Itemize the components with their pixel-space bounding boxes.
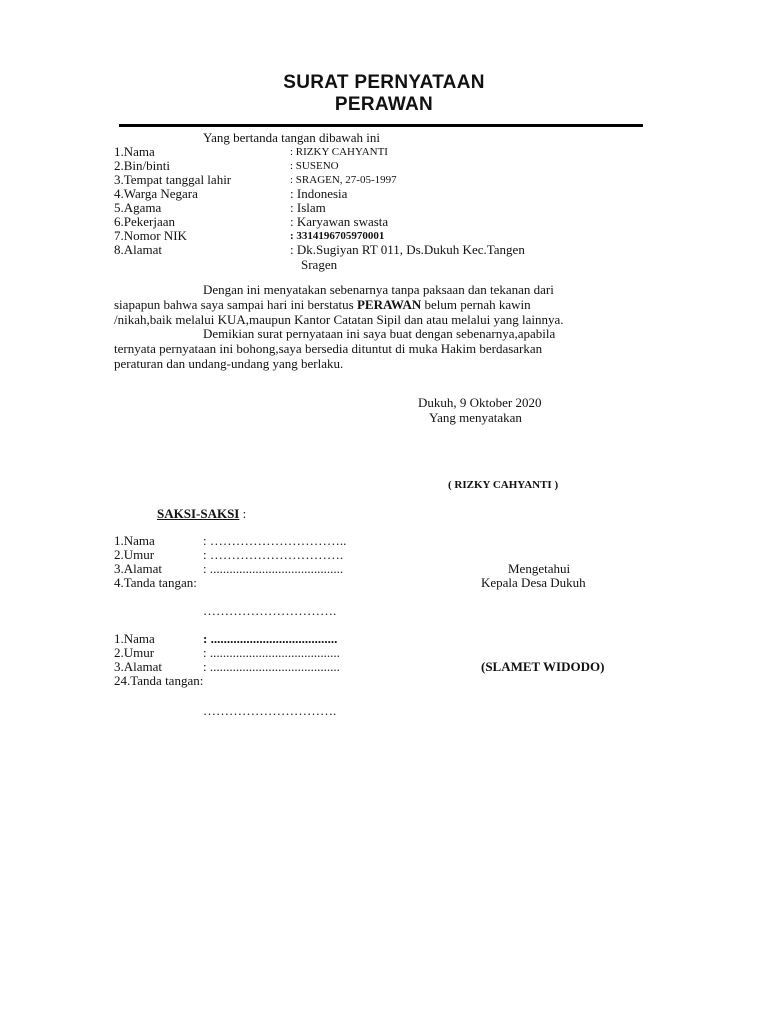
witness1-label: 4.Tanda tangan: [114,575,197,590]
body-text: belum pernah kawin [421,297,531,312]
witness2-value: : ....................................... [203,631,338,646]
witnesses-heading [157,506,246,522]
field-label: 5.Agama [114,200,162,215]
field-value: : Islam [290,200,326,215]
witness1-value: : ………………………….. [203,533,347,548]
approval-name: (SLAMET WIDODO) [481,659,605,674]
witness1-label: 1.Nama [114,533,155,548]
field-label: 1.Nama [114,144,155,159]
field-label: 2.Bin/binti [114,158,170,173]
field-value: : RIZKY CAHYANTI [290,146,388,158]
body-line: Dengan ini menyatakan sebenarnya tanpa paksaan dan tekanan dari [203,282,554,297]
body-line: /nikah,baik melalui KUA,maupun Kantor Catatan Sipil dan atau melalui yang lainnya. [114,312,564,327]
witness1-label: 3.Alamat [114,561,163,576]
witness2-label: 3.Alamat [114,659,163,674]
document-title-line2: PERAWAN [334,94,434,115]
field-value: : Indonesia [290,186,348,201]
title-divider [119,124,643,127]
witness2-value: : ........................................ [203,645,340,660]
declarer-name: ( RIZKY CAHYANTI ) [448,479,559,491]
field-value: : SUSENO [290,160,339,172]
place-date: Dukuh, 9 Oktober 2020 [418,395,542,410]
approval-label: Mengetahui [508,561,571,576]
field-value: : Dk.Sugiyan RT 011, Ds.Dukuh Kec.Tangen [290,242,525,257]
witness1-label: 2.Umur [114,547,155,562]
witness1-signature-line: …………………………. [203,603,337,618]
declarer-label: Yang menyatakan [429,410,522,425]
field-value: : Karyawan swasta [290,214,389,229]
witness1-value: : ......................................... [203,561,344,576]
body-line: peraturan dan undang-undang yang berlaku. [114,356,344,371]
field-value-continuation: Sragen [301,257,338,272]
body-line: ternyata pernyataan ini bohong,saya bersedia dituntut di muka Hakim berdasarkan [114,341,543,356]
field-value: : SRAGEN, 27-05-1997 [290,174,397,186]
witness2-label: 1.Nama [114,631,155,646]
body-line [114,297,531,313]
body-text: siapapun bahwa saya sampai hari ini berstatus [114,297,357,312]
body-line: Demikian surat pernyataan ini saya buat dengan sebenarnya,apabila [203,326,556,341]
field-label: 6.Pekerjaan [114,214,176,229]
field-label: 4.Warga Negara [114,186,198,201]
witness2-label: 24.Tanda tangan: [114,673,204,688]
field-label: 8.Alamat [114,242,163,257]
witnesses-heading-colon: : [239,506,247,521]
witnesses-heading-text: SAKSI-SAKSI [157,506,240,521]
intro-text: Yang bertanda tangan dibawah ini [203,130,381,145]
field-label: 7.Nomor NIK [114,228,187,243]
body-emphasis: PERAWAN [356,297,422,312]
witness2-signature-line: …………………………. [203,703,337,718]
document-title-line1: SURAT PERNYATAAN [283,72,485,93]
field-label: 3.Tempat tanggal lahir [114,172,232,187]
witness1-value: : …………………………. [203,547,344,562]
approval-title: Kepala Desa Dukuh [481,575,586,590]
witness2-label: 2.Umur [114,645,155,660]
witness2-value: : ........................................ [203,659,340,674]
field-value: : 3314196705970001 [290,230,385,242]
